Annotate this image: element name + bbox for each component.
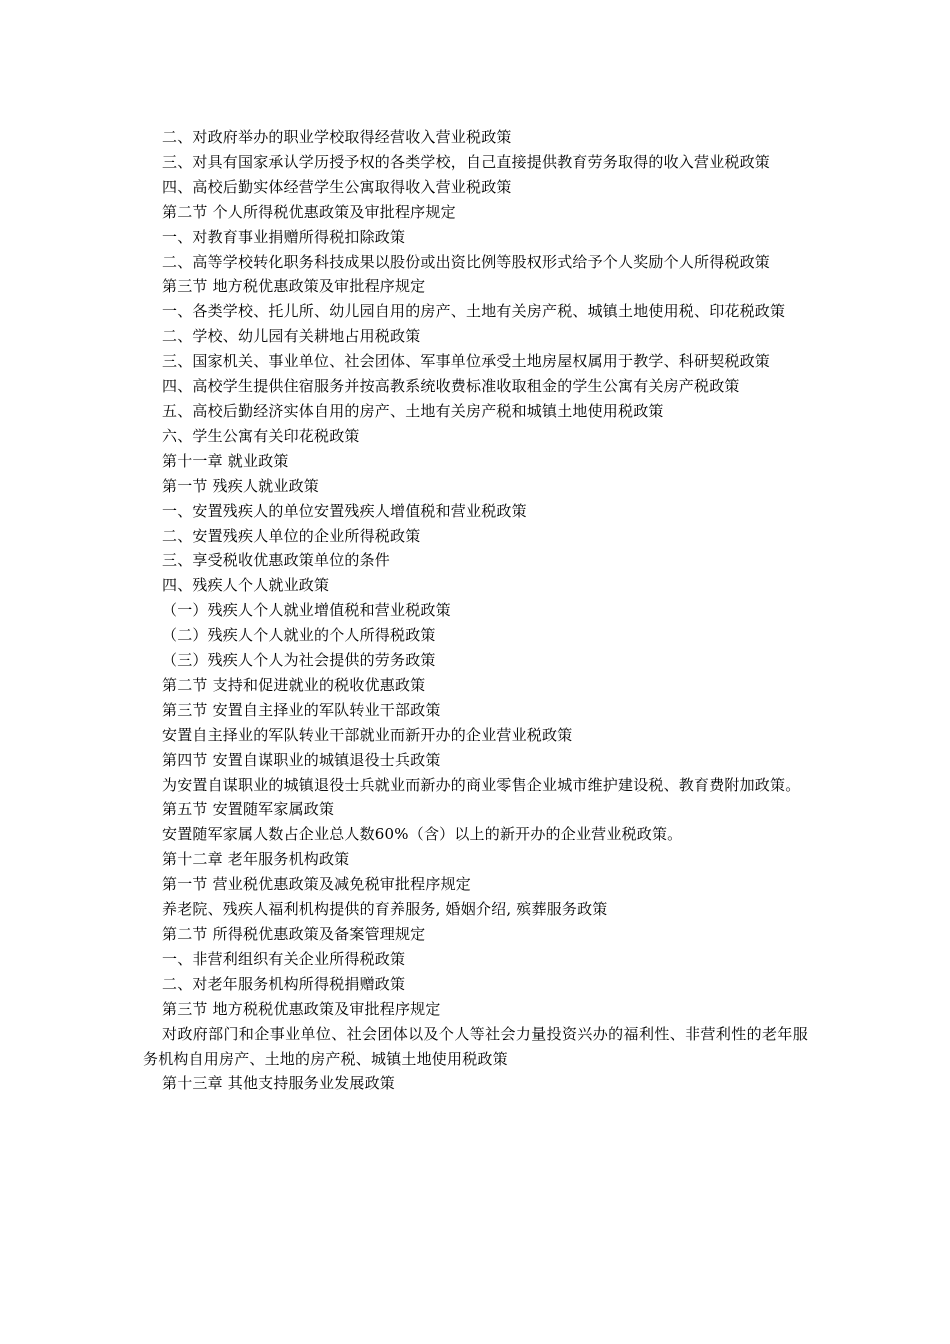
sub-item: （一）残疾人个人就业增值税和营业税政策: [162, 601, 451, 620]
sub-item: （三）残疾人个人为社会提供的劳务政策: [162, 651, 436, 670]
paragraph: 安置随军家属人数占企业总人数60%（含）以上的新开办的企业营业税政策。: [162, 825, 683, 844]
paragraph: 安置自主择业的军队转业干部就业而新开办的企业营业税政策: [162, 725, 573, 744]
paragraph: 四、残疾人个人就业政策: [162, 576, 330, 595]
chapter-heading: 第十二章 老年服务机构政策: [162, 850, 350, 869]
sub-item: （二）残疾人个人就业的个人所得税政策: [162, 626, 436, 645]
section-heading: 第五节 安置随军家属政策: [162, 800, 335, 819]
paragraph: 为安置自谋职业的城镇退役士兵就业而新办的商业零售企业城市维护建设税、教育费附加政策。: [162, 775, 801, 794]
paragraph: 一、非营利组织有关企业所得税政策: [162, 949, 406, 968]
paragraph: 一、安置残疾人的单位安置残疾人增值税和营业税政策: [162, 501, 527, 520]
paragraph: 二、对老年服务机构所得税捐赠政策: [162, 974, 406, 993]
paragraph: 四、高校学生提供住宿服务并按高教系统收费标准收取租金的学生公寓有关房产税政策: [162, 377, 740, 396]
paragraph: 对政府部门和企事业单位、社会团体以及个人等社会力量投资兴办的福利性、非营利性的老年服务机构自用房产、土地的房产税、城镇土地使用税政策: [143, 1024, 808, 1068]
section-heading: 第一节 残疾人就业政策: [162, 476, 319, 495]
paragraph: 二、学校、幼儿园有关耕地占用税政策: [162, 327, 421, 346]
paragraph: 养老院、残疾人福利机构提供的育养服务, 婚姻介绍, 殡葬服务政策: [162, 900, 608, 919]
chapter-heading: 第十三章 其他支持服务业发展政策: [162, 1074, 395, 1093]
paragraph: 二、高等学校转化职务科技成果以股份或出资比例等股权形式给予个人奖励个人所得税政策: [162, 252, 771, 271]
paragraph: 五、高校后勤经济实体自用的房产、土地有关房产税和城镇土地使用税政策: [162, 401, 664, 420]
section-heading: 第四节 安置自谋职业的城镇退役士兵政策: [162, 750, 441, 769]
paragraph: 四、高校后勤实体经营学生公寓取得收入营业税政策: [162, 177, 512, 196]
section-heading: 第二节 支持和促进就业的税收优惠政策: [162, 675, 426, 694]
section-heading: 第三节 地方税税优惠政策及审批程序规定: [162, 999, 441, 1018]
section-heading: 第一节 营业税优惠政策及减免税审批程序规定: [162, 875, 471, 894]
paragraph: 三、国家机关、事业单位、社会团体、军事单位承受土地房屋权属用于教学、科研契税政策: [162, 352, 771, 371]
paragraph: 三、对具有国家承认学历授予权的各类学校，自己直接提供教育劳务取得的收入营业税政策: [162, 152, 771, 171]
section-heading: 第三节 安置自主择业的军队转业干部政策: [162, 700, 441, 719]
paragraph: 二、安置残疾人单位的企业所得税政策: [162, 526, 421, 545]
paragraph: 一、对教育事业捐赠所得税扣除政策: [162, 227, 406, 246]
section-heading: 第二节 所得税优惠政策及备案管理规定: [162, 925, 426, 943]
section-heading: 第三节 地方税优惠政策及审批程序规定: [162, 277, 426, 296]
paragraph: 一、各类学校、托儿所、幼儿园自用的房产、土地有关房产税、城镇土地使用税、印花税政策: [162, 302, 786, 321]
chapter-heading: 第十一章 就业政策: [162, 451, 289, 470]
document-body: [143, 125, 808, 1096]
paragraph: 六、学生公寓有关印花税政策: [162, 426, 360, 445]
paragraph: 三、享受税收优惠政策单位的条件: [162, 551, 391, 570]
paragraph: 二、对政府举办的职业学校取得经营收入营业税政策: [162, 128, 512, 146]
section-heading: 第二节 个人所得税优惠政策及审批程序规定: [162, 202, 456, 221]
